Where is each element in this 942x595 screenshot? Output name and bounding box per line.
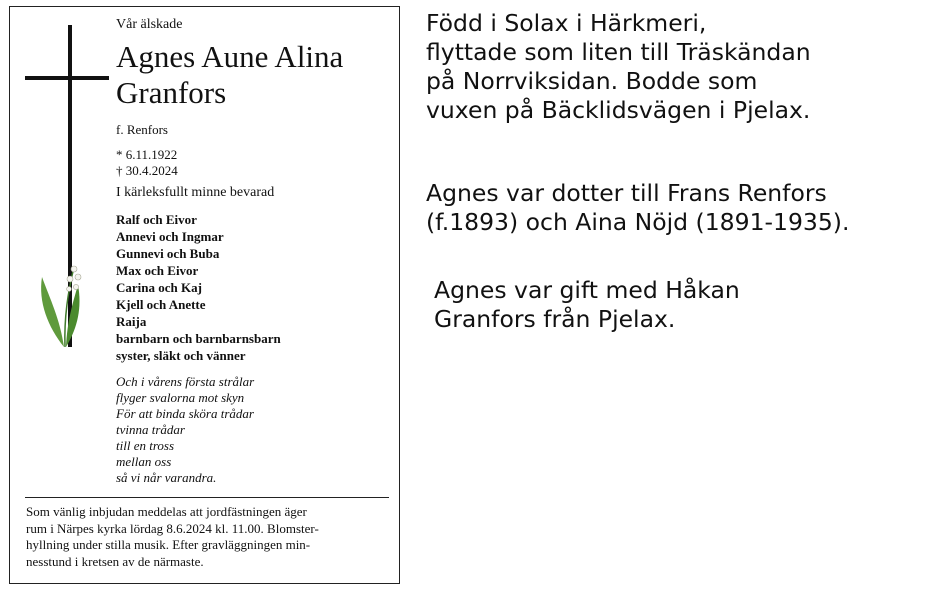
- life-dates: [116, 147, 178, 179]
- biography-line: på Norrviksidan. Bodde som: [426, 67, 758, 95]
- biography-paragraph-spouse: [434, 276, 740, 334]
- maiden-name: f. Renfors: [116, 122, 168, 137]
- name-line: Agnes Aune Alina: [116, 39, 344, 74]
- biography-paragraph-birthplace: [426, 9, 811, 125]
- funeral-line: nesstund i kretsen av de närmaste.: [26, 553, 204, 569]
- mourner: Annevi och Ingmar: [116, 229, 224, 244]
- poem-line: flyger svalorna mot skyn: [116, 390, 245, 405]
- mourner: Kjell och Anette: [116, 297, 206, 312]
- funeral-line: Som vänlig inbjudan meddelas att jordfästningen äger: [26, 504, 307, 519]
- obituary-notice: [9, 6, 400, 584]
- mourner: Max och Eivor: [116, 263, 199, 278]
- funeral-line: rum i Närpes kyrka lördag 8.6.2024 kl. 11.00. Blomster-: [26, 520, 319, 536]
- cross-icon-bar: [25, 76, 109, 80]
- biography-line: vuxen på Bäcklidsvägen i Pjelax.: [426, 96, 811, 124]
- mourner: Gunnevi och Buba: [116, 246, 220, 261]
- birth-date: * 6.11.1922: [116, 147, 178, 162]
- poem-line: För att binda sköra trådar: [116, 406, 254, 421]
- biography-line: Agnes var dotter till Frans Renfors: [426, 179, 827, 207]
- mourner: syster, släkt och vänner: [116, 348, 246, 363]
- biography-line: (f.1893) och Aina Nöjd (1891-1935).: [426, 208, 850, 236]
- death-date: † 30.4.2024: [116, 163, 178, 178]
- divider: [25, 497, 389, 498]
- mourner: barnbarn och barnbarnsbarn: [116, 331, 281, 346]
- biography-line: Född i Solax i Härkmeri,: [426, 9, 707, 37]
- poem-line: Och i vårens första strålar: [116, 374, 255, 389]
- mourner: Raija: [116, 314, 147, 329]
- lily-of-the-valley-icon: [34, 257, 84, 349]
- intro-line: Vår älskade: [116, 17, 183, 32]
- funeral-line: hyllning under stilla musik. Efter gravläggningen min-: [26, 537, 311, 552]
- poem-line: tvinna trådar: [116, 422, 185, 437]
- biography-line: Agnes var gift med Håkan: [434, 276, 740, 304]
- biography-line: Granfors från Pjelax.: [434, 305, 676, 333]
- mourner: Ralf och Eivor: [116, 212, 197, 227]
- biography-line: flyttade som liten till Träskändan: [426, 38, 811, 66]
- poem-line: till en tross: [116, 438, 175, 453]
- poem-line: så vi når varandra.: [116, 470, 217, 485]
- biography-paragraph-parents: [426, 179, 849, 237]
- memorial-poem: [116, 374, 254, 486]
- mourners-list: [116, 211, 281, 364]
- deceased-name: [116, 39, 396, 111]
- name-line: Granfors: [116, 75, 227, 110]
- mourner: Carina och Kaj: [116, 280, 202, 295]
- poem-line: mellan oss: [116, 454, 172, 469]
- memory-line: I kärleksfullt minne bevarad: [116, 185, 275, 200]
- funeral-notice: [26, 504, 319, 570]
